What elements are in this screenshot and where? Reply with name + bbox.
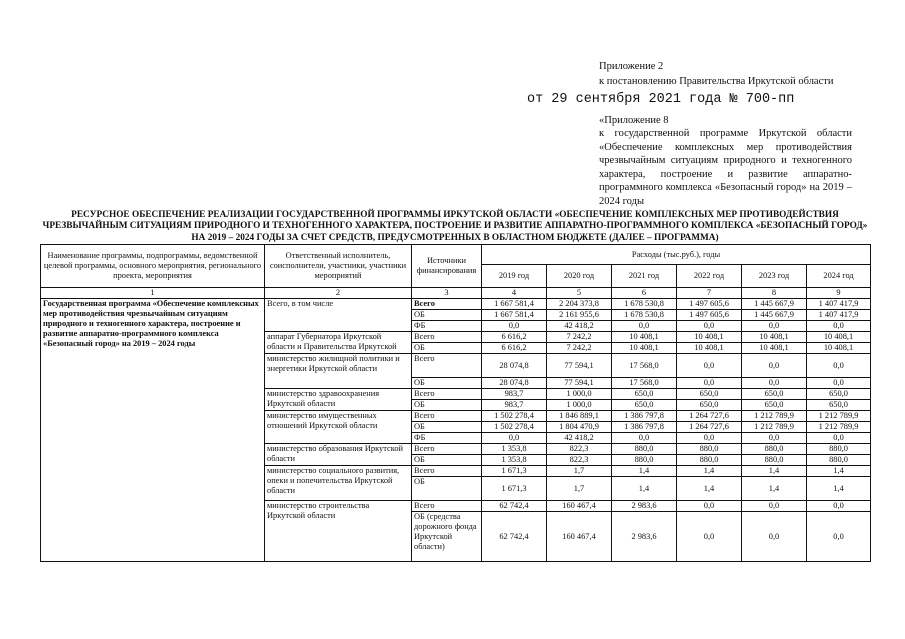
document-title: РЕСУРСНОЕ ОБЕСПЕЧЕНИЕ РЕАЛИЗАЦИИ ГОСУДАРСТВЕННОЙ ПРОГРАММЫ ИРКУТСКОЙ ОБЛАСТИ «ОБЕСПЕЧЕНИЕ КОМПЛЕКСНЫХ МЕР ПРОТИВОДЕЙСТВИЯ ЧРЕЗВЫЧАЙНЫМ СИТУАЦИЯМ ПРИРОДНОГО И ТЕХНОГЕННОГО ХАРАКТЕРА, ПОСТРОЕНИЕ И РАЗВИТИЕ АППАРАТНО-ПРОГРАММНОГО КОМПЛЕКСА «БЕЗОПАСНЫЙ ГОРОД» НА 2019 – 2024 ГОДЫ ЗА СЧЕТ СРЕДСТВ, ПРЕДУСМОТРЕННЫХ В ОБЛАСТНОМ БЮДЖЕТЕ (ДАЛЕЕ – ПРОГРАММА) [42,210,868,243]
value-cell: 1 212 789,9 [807,411,871,422]
source-cell: ОБ [412,400,482,411]
source-cell: Всего [412,411,482,422]
executor-cell: министерство образования Иркутской области [265,444,412,466]
value-cell: 10 408,1 [677,332,742,343]
source-cell: ОБ [412,455,482,466]
source-cell: ОБ (средства дорожного фонда Иркутской области) [412,512,482,562]
value-cell: 1 407 417,9 [807,299,871,310]
value-cell: 1,4 [742,466,807,477]
value-cell: 880,0 [677,455,742,466]
value-cell: 822,3 [547,444,612,455]
value-cell: 1,4 [612,466,677,477]
value-cell: 0,0 [807,378,871,389]
program-name-cell: Государственная программа «Обеспечение комплексных мер противодействия чрезвычайным ситуациям природного и техногенного характера, построение и развитие аппаратно-программного комплекса «Безопасный город» на 2019 – 2024 годы [41,299,265,562]
value-cell: 1,4 [677,477,742,501]
value-cell: 0,0 [677,501,742,512]
column-number: 8 [742,288,807,299]
value-cell: 2 204 373,8 [547,299,612,310]
value-cell: 650,0 [742,389,807,400]
table-body [41,299,871,562]
value-cell: 0,0 [677,354,742,378]
executor-cell: министерство жилищной политики и энергетики Иркутской области [265,354,412,389]
value-cell: 1 671,3 [482,477,547,501]
value-cell: 0,0 [612,433,677,444]
column-number: 2 [265,288,412,299]
value-cell: 160 467,4 [547,512,612,562]
value-cell: 10 408,1 [807,343,871,354]
header-year: 2021 год [612,265,677,288]
header-expenses: Расходы (тыс.руб.), годы [482,245,871,265]
value-cell: 1 671,3 [482,466,547,477]
value-cell: 0,0 [742,433,807,444]
value-cell: 0,0 [677,378,742,389]
value-cell: 880,0 [677,444,742,455]
value-cell: 880,0 [807,455,871,466]
value-cell: 1 445 667,9 [742,299,807,310]
source-cell: Всего [412,444,482,455]
value-cell: 650,0 [677,400,742,411]
value-cell: 1 497 605,6 [677,310,742,321]
value-cell: 42 418,2 [547,433,612,444]
source-cell: Всего [412,389,482,400]
value-cell: 1,4 [677,466,742,477]
executor-cell: министерство здравоохранения Иркутской области [265,389,412,411]
header-year: 2019 год [482,265,547,288]
value-cell: 10 408,1 [742,332,807,343]
header-executor: Ответственный исполнитель, соисполнители, участники, участники мероприятий [265,245,412,288]
value-cell: 28 074,8 [482,354,547,378]
value-cell: 6 616,2 [482,343,547,354]
value-cell: 0,0 [807,433,871,444]
value-cell: 0,0 [677,321,742,332]
value-cell: 1 386 797,8 [612,411,677,422]
executor-cell: министерство социального развития, опеки и попечительства Иркутской области [265,466,412,501]
source-cell: ОБ [412,310,482,321]
value-cell: 650,0 [612,400,677,411]
value-cell: 1,4 [612,477,677,501]
value-cell: 822,3 [547,455,612,466]
value-cell: 1,7 [547,477,612,501]
source-cell: ОБ [412,343,482,354]
value-cell: 650,0 [807,400,871,411]
value-cell: 983,7 [482,389,547,400]
column-number: 1 [41,288,265,299]
source-cell: ОБ [412,378,482,389]
header-year: 2022 год [677,265,742,288]
value-cell: 1 445 667,9 [742,310,807,321]
value-cell: 1 678 530,8 [612,310,677,321]
header-year: 2024 год [807,265,871,288]
value-cell: 1 678 530,8 [612,299,677,310]
value-cell: 0,0 [807,512,871,562]
value-cell: 10 408,1 [677,343,742,354]
executor-cell: Всего, в том числе [265,299,412,332]
value-cell: 650,0 [742,400,807,411]
decree-date: от 29 сентября 2021 года № 700-пп [527,92,795,107]
value-cell: 0,0 [742,501,807,512]
value-cell: 77 594,1 [547,354,612,378]
value-cell: 1 502 278,4 [482,422,547,433]
value-cell: 1 212 789,9 [742,422,807,433]
source-cell: ФБ [412,321,482,332]
resource-table [40,244,871,562]
value-cell: 880,0 [807,444,871,455]
value-cell: 0,0 [807,501,871,512]
value-cell: 62 742,4 [482,501,547,512]
value-cell: 0,0 [807,321,871,332]
value-cell: 1,4 [807,466,871,477]
source-cell: Всего [412,299,482,310]
value-cell: 880,0 [742,444,807,455]
value-cell: 62 742,4 [482,512,547,562]
value-cell: 1 407 417,9 [807,310,871,321]
value-cell: 1 667 581,4 [482,299,547,310]
source-cell: Всего [412,501,482,512]
source-cell: Всего [412,466,482,477]
column-number: 6 [612,288,677,299]
value-cell: 2 983,6 [612,512,677,562]
value-cell: 1 386 797,8 [612,422,677,433]
value-cell: 10 408,1 [807,332,871,343]
value-cell: 0,0 [742,512,807,562]
value-cell: 0,0 [482,321,547,332]
value-cell: 1 000,0 [547,400,612,411]
value-cell: 650,0 [612,389,677,400]
value-cell: 6 616,2 [482,332,547,343]
value-cell: 0,0 [677,512,742,562]
value-cell: 1 502 278,4 [482,411,547,422]
source-cell: Всего [412,354,482,378]
value-cell: 1,4 [742,477,807,501]
value-cell: 77 594,1 [547,378,612,389]
value-cell: 7 242,2 [547,343,612,354]
column-number: 9 [807,288,871,299]
source-cell: ФБ [412,433,482,444]
column-number: 7 [677,288,742,299]
header-year: 2020 год [547,265,612,288]
table-row [41,299,871,310]
executor-cell: аппарат Губернатора Иркутской области и Правительства Иркутской [265,332,412,354]
value-cell: 880,0 [742,455,807,466]
appendix-2-label: Приложение 2 [599,61,664,72]
value-cell: 0,0 [807,354,871,378]
value-cell: 0,0 [612,321,677,332]
column-number: 3 [412,288,482,299]
value-cell: 17 568,0 [612,378,677,389]
value-cell: 1,4 [807,477,871,501]
value-cell: 650,0 [807,389,871,400]
value-cell: 1 264 727,6 [677,422,742,433]
value-cell: 10 408,1 [742,343,807,354]
value-cell: 10 408,1 [612,343,677,354]
value-cell: 1 497 605,6 [677,299,742,310]
program-reference: к государственной программе Иркутской области «Обеспечение комплексных мер противодействия чрезвычайным ситуациям природного и техногенного характера, построение и развитие аппаратно-программного комплекса «Безопасный город» на 2019 – 2024 годы [599,128,852,207]
value-cell: 1 212 789,9 [742,411,807,422]
value-cell: 1 353,8 [482,455,547,466]
value-cell: 10 408,1 [612,332,677,343]
value-cell: 1 353,8 [482,444,547,455]
value-cell: 1 846 889,1 [547,411,612,422]
table-header [41,245,871,299]
value-cell: 0,0 [742,321,807,332]
header-source: Источники финансирования [412,245,482,288]
source-cell: Всего [412,332,482,343]
value-cell: 1 000,0 [547,389,612,400]
value-cell: 880,0 [612,444,677,455]
value-cell: 0,0 [482,433,547,444]
decree-reference: к постановлению Правительства Иркутской области [599,76,834,87]
value-cell: 42 418,2 [547,321,612,332]
value-cell: 0,0 [742,378,807,389]
value-cell: 1 264 727,6 [677,411,742,422]
source-cell: ОБ [412,477,482,501]
appendix-8-label: «Приложение 8 [599,115,669,126]
value-cell: 983,7 [482,400,547,411]
executor-cell: министерство строительства Иркутской области [265,501,412,562]
executor-cell: министерство имущественных отношений Иркутской области [265,411,412,444]
source-cell: ОБ [412,422,482,433]
value-cell: 1 667 581,4 [482,310,547,321]
header-name: Наименование программы, подпрограммы, ведомственной целевой программы, основного мероприятия, регионального проекта, мероприятия [41,245,265,288]
column-number: 4 [482,288,547,299]
value-cell: 1 212 789,9 [807,422,871,433]
value-cell: 160 467,4 [547,501,612,512]
value-cell: 1 804 470,9 [547,422,612,433]
value-cell: 650,0 [677,389,742,400]
header-year: 2023 год [742,265,807,288]
value-cell: 17 568,0 [612,354,677,378]
value-cell: 28 074,8 [482,378,547,389]
value-cell: 7 242,2 [547,332,612,343]
column-number: 5 [547,288,612,299]
value-cell: 0,0 [677,433,742,444]
value-cell: 2 983,6 [612,501,677,512]
value-cell: 1,7 [547,466,612,477]
value-cell: 2 161 955,6 [547,310,612,321]
value-cell: 0,0 [742,354,807,378]
value-cell: 880,0 [612,455,677,466]
